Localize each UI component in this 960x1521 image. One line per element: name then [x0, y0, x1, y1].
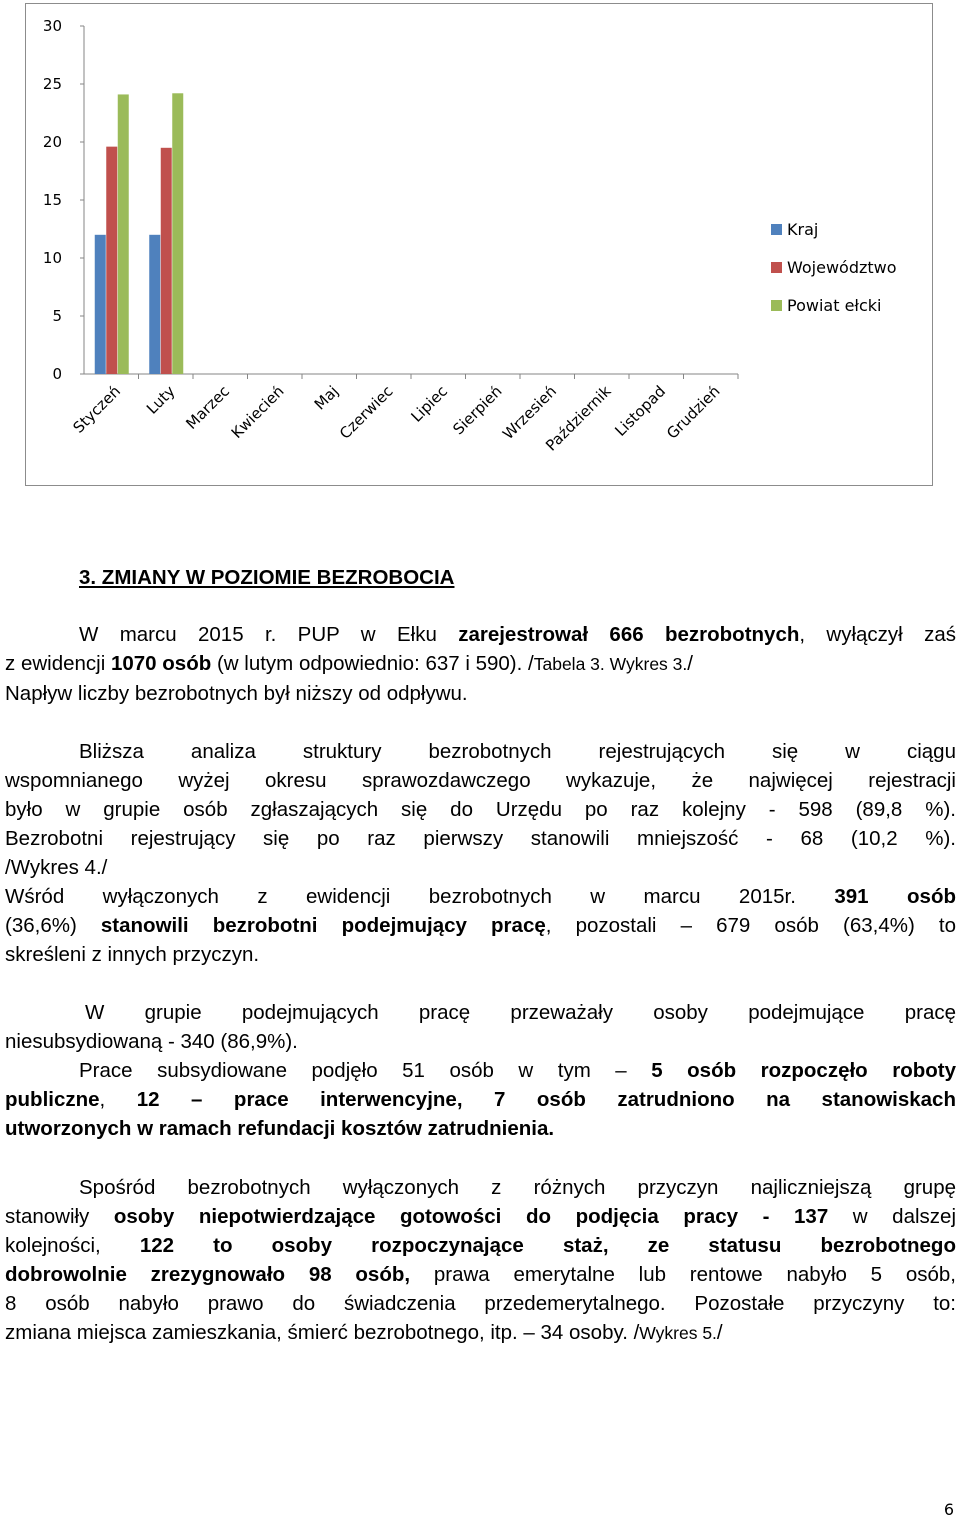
legend-label: Kraj: [787, 220, 819, 239]
p4-text: w dalszej: [828, 1205, 956, 1228]
page-number: 6: [943, 1500, 954, 1519]
p3-line: niesubsydiowaną - 340 (86,9%).: [5, 1030, 298, 1053]
p2-text: Wśród wyłączonych z ewidencji bezrobotnych w marcu 2015r.: [5, 885, 835, 908]
x-tick-label: Styczeń: [69, 382, 125, 437]
bar-województwo: [161, 148, 172, 374]
p1-reference: Tabela 3. Wykres 3.: [533, 654, 688, 674]
p3-bold: 12 – prace interwencyjne, 7 osób zatrudniono na stanowiskach: [136, 1088, 956, 1111]
p1-text: (w lutym odpowiednio: 637 i 590). /: [211, 652, 534, 675]
legend-label: Powiat ełcki: [787, 296, 882, 315]
p4-bold: osoby niepotwierdzające gotowości do podjęcia pracy - 137: [113, 1205, 829, 1228]
p1-text: W marcu 2015 r. PUP w Ełku: [79, 623, 459, 646]
p2-line: wspomnianego wyżej okresu sprawozdawczego wykazuje, że najwięcej rejestracji: [5, 769, 956, 792]
paragraph-structure: [5, 737, 956, 969]
p1-text: z ewidencji: [5, 652, 111, 675]
p4-line: 8 osób nabyło prawo do świadczenia przedemerytalnego. Pozostałe przyczyny to:: [5, 1292, 956, 1315]
p4-reference: Wykres 5.: [639, 1323, 717, 1343]
p2-line: skreśleni z innych przyczyn.: [5, 943, 260, 966]
p4-bold: dobrowolnie zrezygnowało 98 osób,: [5, 1263, 411, 1286]
legend-swatch: [771, 224, 782, 235]
y-tick-label: 5: [52, 307, 62, 325]
x-tick-label: Czerwiec: [336, 382, 397, 443]
p3-text: Prace subsydiowane podjęło 51 osób w tym –: [79, 1059, 652, 1082]
p3-bold: utworzonych w ramach refundacji kosztów zatrudnienia.: [5, 1117, 555, 1140]
x-tick-label: Sierpień: [449, 382, 506, 439]
p1-bold: zarejestrował 666 bezrobotnych: [458, 623, 800, 646]
y-tick-label: 25: [42, 75, 62, 93]
p1-text: , wyłączył zaś: [799, 623, 956, 646]
p4-text: stanowiły: [5, 1205, 114, 1228]
bar-kraj: [149, 235, 160, 374]
bar-powiat-ełcki: [118, 94, 129, 374]
legend-label: Województwo: [787, 258, 897, 277]
y-tick-label: 15: [42, 191, 62, 209]
paragraph-other-reasons: [5, 1173, 956, 1348]
p2-line: /Wykres 4./: [5, 856, 108, 879]
legend-swatch: [771, 300, 782, 311]
y-tick-label: 20: [42, 133, 62, 151]
x-tick-label: Listopad: [611, 382, 670, 440]
bar-kraj: [95, 235, 106, 374]
x-tick-label: Kwiecień: [227, 382, 288, 442]
paragraph-employment: [5, 998, 956, 1143]
x-tick-label: Maj: [310, 382, 343, 414]
p2-line: było w grupie osób zgłaszających się do Urzędu po raz kolejny - 598 (89,8 %).: [5, 798, 956, 821]
section-heading: 3. ZMIANY W POZIOMIE BEZROBOCIA: [79, 566, 455, 589]
bar-chart: [26, 4, 934, 487]
p2-bold: 391 osób: [834, 885, 956, 908]
y-tick-label: 10: [42, 249, 62, 267]
p4-text: Spośród bezrobotnych wyłączonych z różnych przyczyn najliczniejszą grupę: [79, 1176, 956, 1199]
p4-text: prawa emerytalne lub rentowe nabyło 5 osób,: [410, 1263, 957, 1286]
p4-bold: 122 to osoby rozpoczynające staż, ze statusu bezrobotnego: [139, 1234, 956, 1257]
p1-line: Napływ liczby bezrobotnych był niższy od odpływu.: [5, 682, 468, 705]
p1-text: /: [687, 652, 693, 675]
y-tick-label: 30: [42, 17, 62, 35]
x-tick-label: Luty: [142, 382, 179, 418]
p4-text: kolejności,: [5, 1234, 140, 1257]
p3-text: ,: [99, 1088, 137, 1111]
legend-swatch: [771, 262, 782, 273]
p2-text: , pozostali – 679 osób (63,4%) to: [545, 914, 956, 937]
p3-text: W grupie podejmujących pracę przeważały osoby podejmujące pracę: [85, 1001, 956, 1024]
p1-bold: 1070 osób: [110, 652, 212, 675]
p2-line: Bezrobotni rejestrujący się po raz pierwszy stanowili mniejszość - 68 (10,2 %).: [5, 827, 956, 850]
x-tick-label: Marzec: [182, 382, 234, 433]
x-tick-label: Lipiec: [407, 382, 452, 426]
x-tick-label: Wrzesień: [499, 382, 561, 444]
chart-frame: [25, 3, 933, 486]
p4-text: zmiana miejsca zamieszkania, śmierć bezrobotnego, itp. – 34 osoby. /: [5, 1321, 640, 1344]
p2-bold: stanowili bezrobotni podejmujący pracę: [100, 914, 546, 937]
y-tick-label: 0: [52, 365, 62, 383]
p3-bold: publiczne: [5, 1088, 100, 1111]
p2-text: Bliższa analiza struktury bezrobotnych rejestrujących się w ciągu: [79, 740, 956, 763]
bar-powiat-ełcki: [172, 93, 183, 374]
x-tick-label: Grudzień: [663, 382, 724, 443]
p2-text: (36,6%): [5, 914, 101, 937]
p4-text: /: [716, 1321, 723, 1344]
p3-bold: 5 osób rozpoczęło roboty: [651, 1059, 956, 1082]
x-tick-label: Październik: [542, 382, 615, 455]
paragraph-registrations: [5, 620, 956, 708]
bar-województwo: [106, 147, 117, 374]
